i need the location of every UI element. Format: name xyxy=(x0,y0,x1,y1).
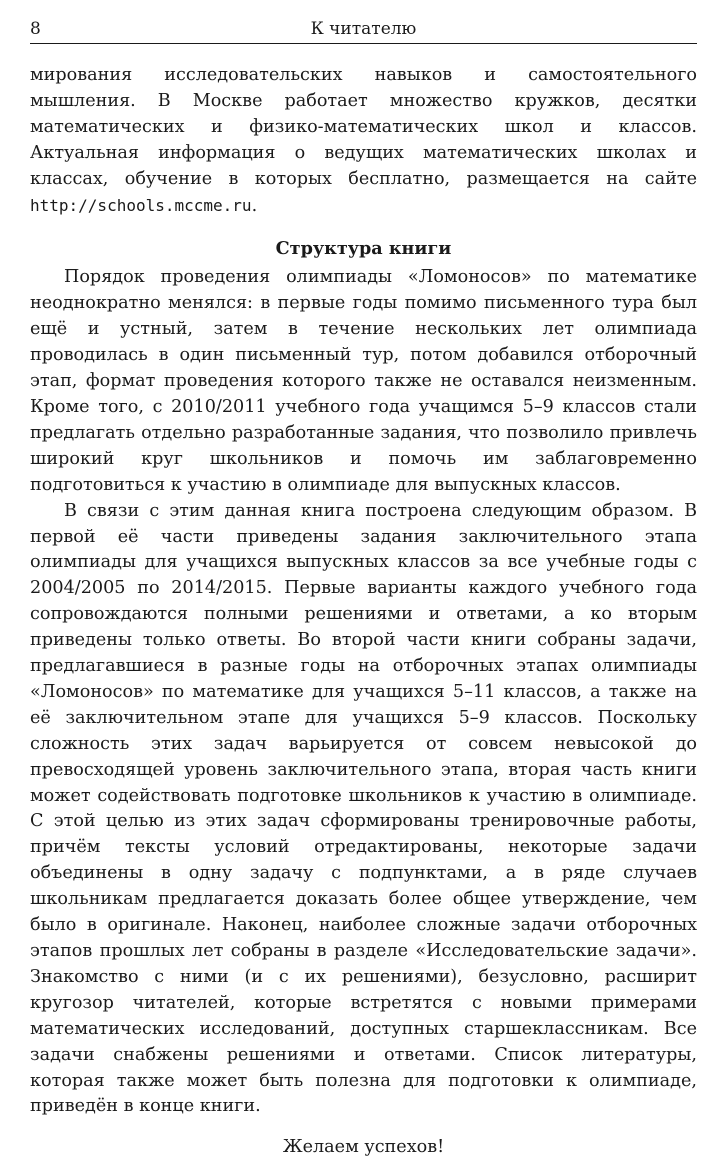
schools-url-link[interactable]: http://schools.mccme.ru xyxy=(30,195,252,215)
intro-paragraph-text: мирования исследовательских навыков и самостоятельного мышления. В Москве работает множество кружков, десятки математических и физико-математических школ и классов. Актуальная информация о ведущих математических школах и классах, обучение в которых бесплатно, размещается на сайте xyxy=(30,65,697,189)
book-page xyxy=(30,18,697,1160)
intro-paragraph xyxy=(30,63,697,219)
page-number: 8 xyxy=(30,19,41,39)
running-header xyxy=(30,18,697,44)
section-heading: Структура книги xyxy=(275,238,452,260)
paragraph-book-structure: В связи с этим данная книга построена следующим образом. В первой её части приведены задания заключительного этапа олимпиады для учащихся выпускных классов за все учебные годы с 2004/2005 по 2014/2015. Первые варианты каждого учебного года сопровождаются полными решениями и ответами, а ко вторым приведены только ответы. Во второй части книги собраны задачи, предлагавшиеся в разные годы на отборочных этапах олимпиады «Ломоносов» по математике для учащихся 5–11 классов, а также на её заключительном этапе для учащихся 5–9 классов. Поскольку сложность этих задач варьируется от совсем невысокой до превосходящей уровень заключительного этапа, вторая часть книги может содействовать подготовке школьников к участию в олимпиаде. С этой целью из этих задач сформированы тренировочные работы, причём тексты условий отредактированы, некоторые задачи объединены в одну задачу с подпунктами, а в ряде случаев школьникам предлагается доказать более общее утверждение, чем было в оригинале. Наконец, наиболее сложные задачи отборочных этапов прошлых лет собраны в разделе «Исследовательские задачи». Знакомство с ними (и с их решениями), безусловно, расширит кругозор читателей, которые встретятся с новыми примерами математических исследований, доступных старшеклассникам. Все задачи снабжены решениями и ответами. Список литературы, которая также может быть полезна для подготовки к олимпиаде, приведён в конце книги. xyxy=(30,500,697,1117)
paragraph-olympiad-history: Порядок проведения олимпиады «Ломоносов» по математике неоднократно менялся: в первые годы помимо письменного тура был ещё и устный, затем в течение нескольких лет олимпиада проводилась в один письменный тур, потом добавился отборочный этап, формат проведения которого также не оставался неизменным. Кроме того, с 2010/2011 учебного года учащимся 5–9 классов стали предлагать отдельно разработанные задания, что позволило привлечь широкий круг школьников и помочь им заблаговременно подготовиться к участию в олимпиаде для выпускных классов. xyxy=(30,267,697,495)
closing-wish: Желаем успехов! xyxy=(282,1137,445,1158)
running-section-title: К читателю xyxy=(310,19,417,39)
intro-paragraph-end: . xyxy=(251,195,258,216)
